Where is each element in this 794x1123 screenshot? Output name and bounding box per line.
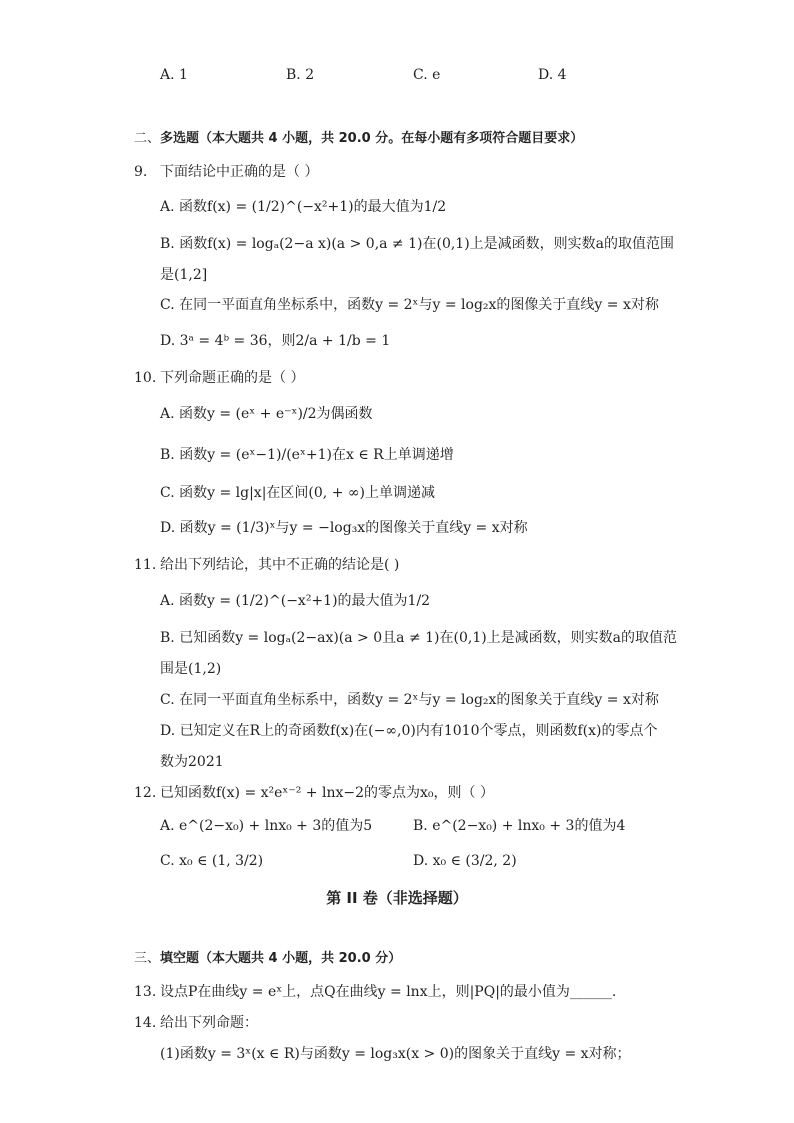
section3-heading <box>134 948 401 970</box>
q9-option-d: D. 3ᵃ = 4ᵇ = 36，则2/a + 1/b = 1 <box>160 333 391 349</box>
q12-stem: 已知函数f(x) = x²eˣ⁻² + lnx−2的零点为x₀，则（ ） <box>160 785 494 801</box>
volume2-heading: 第 II 卷（非选择题） <box>326 889 468 907</box>
q12-number: 12. <box>134 785 157 801</box>
q9-stem: 下面结论中正确的是（ ） <box>160 164 319 180</box>
q10-number: 10. <box>134 370 157 386</box>
q11-option-a: A. 函数y = (1/2)^(−x²+1)的最大值为1/2 <box>160 593 431 609</box>
q8-choice-a: A. 1 <box>160 67 188 83</box>
section3-number: 三、 <box>134 951 161 966</box>
section2-heading <box>134 128 583 150</box>
q14-number: 14. <box>134 1015 157 1031</box>
q11-option-b: B. 已知函数y = logₐ(2−ax)(a > 0且a ≠ 1)在(0,1)上是减函数，则实数a的取值范 <box>160 630 678 646</box>
q9-number: 9. <box>134 164 148 180</box>
q10-option-b: B. 函数y = (eˣ−1)/(eˣ+1)在x ∈ R上单调递增 <box>160 447 454 463</box>
q11-option-b-cont: 围是(1,2) <box>160 661 222 677</box>
q11-stem: 给出下列结论，其中不正确的结论是( ) <box>160 557 400 573</box>
q9-option-b-cont: 是(1,2] <box>160 267 208 283</box>
q8-choice-c: C. e <box>413 67 441 83</box>
q11-option-c: C. 在同一平面直角坐标系中，函数y = 2ˣ与y = log₂x的图象关于直线y = x对称 <box>160 692 659 708</box>
q14-stem: 给出下列命题： <box>160 1015 258 1031</box>
q14-item-1: (1)函数y = 3ˣ(x ∈ R)与函数y = log₃x(x > 0)的图象关于直线y = x对称； <box>160 1046 631 1062</box>
q11-option-d: D. 已知定义在R上的奇函数f(x)在(−∞,0)内有1010个零点，则函数f(x)的零点个 <box>160 723 658 739</box>
q10-stem: 下列命题正确的是（ ） <box>160 370 305 386</box>
q11-number: 11. <box>134 557 157 573</box>
q12-option-d: D. x₀ ∈ (3/2, 2) <box>413 853 517 869</box>
section3-title: 填空题（本大题共 4 小题，共 20.0 分） <box>160 951 402 966</box>
q13-number: 13. <box>134 984 157 1000</box>
q8-choice-d: D. 4 <box>538 67 567 83</box>
section2-title: 多选题（本大题共 4 小题，共 20.0 分。在每小题有多项符合题目要求） <box>160 131 584 146</box>
q11-option-d-cont: 数为2021 <box>160 754 224 770</box>
q9-option-b: B. 函数f(x) = logₐ(2−a x)(a > 0,a ≠ 1)在(0,1)上是减函数，则实数a的取值范围 <box>160 236 675 252</box>
section2-number: 二、 <box>134 131 161 146</box>
q13-text: 设点P在曲线y = eˣ上，点Q在曲线y = lnx上，则|PQ|的最小值为______. <box>160 984 617 1000</box>
q8-choice-b: B. 2 <box>286 67 315 83</box>
q12-option-c: C. x₀ ∈ (1, 3/2) <box>160 853 264 869</box>
q10-option-a: A. 函数y = (eˣ + e⁻ˣ)/2为偶函数 <box>160 406 373 422</box>
q10-option-c: C. 函数y = lg|x|在区间(0, + ∞)上单调递减 <box>160 485 435 501</box>
q10-option-d: D. 函数y = (1/3)ˣ与y = −log₃x的图像关于直线y = x对称 <box>160 520 528 536</box>
q9-option-c: C. 在同一平面直角坐标系中，函数y = 2ˣ与y = log₂x的图像关于直线y = x对称 <box>160 297 659 313</box>
q12-option-b: B. e^(2−x₀) + lnx₀ + 3的值为4 <box>413 818 626 834</box>
q12-option-a: A. e^(2−x₀) + lnx₀ + 3的值为5 <box>160 818 373 834</box>
q9-option-a: A. 函数f(x) = (1/2)^(−x²+1)的最大值为1/2 <box>160 199 447 215</box>
